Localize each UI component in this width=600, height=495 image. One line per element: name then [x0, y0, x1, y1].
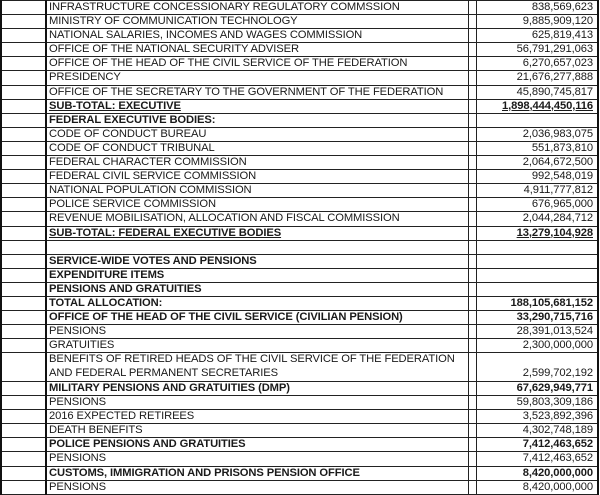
spacer-cell [468, 29, 476, 43]
table-row [1, 113, 598, 127]
spacer-cell [468, 381, 476, 395]
value-cell [476, 240, 598, 254]
index-cell [1, 141, 46, 155]
spacer-cell [468, 184, 476, 198]
label-cell [46, 410, 468, 424]
index-cell [1, 339, 46, 353]
spacer-cell [468, 466, 476, 480]
table-body [1, 1, 598, 495]
index-cell [1, 226, 46, 240]
spacer-cell [468, 99, 476, 113]
table-row [1, 71, 598, 85]
row-value: 2,300,000,000 [522, 339, 593, 352]
value-cell [476, 268, 598, 282]
table-row [1, 381, 598, 395]
label-cell [46, 71, 468, 85]
spacer-cell [468, 43, 476, 57]
row-label: PENSIONS [49, 396, 107, 409]
table-row [1, 311, 598, 325]
table-row [1, 339, 598, 353]
label-cell [46, 15, 468, 29]
row-value: 4,302,748,189 [522, 424, 593, 437]
spacer-cell [468, 113, 476, 127]
label-cell [46, 240, 468, 254]
index-cell [1, 71, 46, 85]
row-label: POLICE PENSIONS AND GRATUITIES [49, 438, 246, 451]
label-cell [46, 311, 468, 325]
value-cell [476, 466, 598, 480]
value-cell [476, 1, 598, 15]
label-cell [46, 57, 468, 71]
table-row [1, 353, 598, 382]
table-row [1, 282, 598, 296]
index-cell [1, 480, 46, 494]
index-cell [1, 99, 46, 113]
index-cell [1, 15, 46, 29]
index-cell [1, 282, 46, 296]
label-cell [46, 85, 468, 99]
value-cell [476, 424, 598, 438]
spacer-cell [468, 1, 476, 15]
label-cell [46, 339, 468, 353]
table-row [1, 254, 598, 268]
value-cell [476, 113, 598, 127]
label-cell [46, 452, 468, 466]
label-cell [46, 296, 468, 310]
spacer-cell [468, 296, 476, 310]
table-row [1, 226, 598, 240]
index-cell [1, 424, 46, 438]
spacer-cell [468, 452, 476, 466]
row-value: 676,965,000 [531, 198, 593, 211]
label-cell [46, 466, 468, 480]
index-cell [1, 113, 46, 127]
table-row [1, 268, 598, 282]
value-cell [476, 353, 598, 382]
label-cell [46, 353, 468, 382]
table-row [1, 127, 598, 141]
label-cell [46, 480, 468, 494]
value-cell [476, 15, 598, 29]
value-cell [476, 381, 598, 395]
value-cell [476, 396, 598, 410]
row-label: TOTAL ALLOCATION: [49, 296, 163, 309]
row-label: FEDERAL EXECUTIVE BODIES: [49, 113, 216, 126]
value-cell [476, 282, 598, 296]
row-label: DEATH BENEFITS [49, 424, 143, 437]
index-cell [1, 438, 46, 452]
row-value: 7,412,463,652 [522, 438, 593, 451]
row-label: CUSTOMS, IMMIGRATION AND PRISONS PENSION OFFICE [49, 466, 360, 479]
value-cell [476, 29, 598, 43]
table-row [1, 141, 598, 155]
spacer-cell [468, 170, 476, 184]
index-cell [1, 85, 46, 99]
spacer-cell [468, 15, 476, 29]
label-cell [46, 282, 468, 296]
label-cell [46, 29, 468, 43]
label-cell [46, 170, 468, 184]
table-row [1, 15, 598, 29]
index-cell [1, 57, 46, 71]
spacer-cell [468, 438, 476, 452]
label-cell [46, 325, 468, 339]
row-value: 28,391,013,524 [516, 325, 593, 338]
value-cell [476, 296, 598, 310]
index-cell [1, 240, 46, 254]
spacer-cell [468, 339, 476, 353]
label-cell [46, 141, 468, 155]
row-value: 625,819,413 [531, 29, 593, 42]
row-value: 992,548,019 [531, 170, 593, 183]
label-cell [46, 1, 468, 15]
row-label: OFFICE OF THE NATIONAL SECURITY ADVISER [49, 43, 299, 56]
row-label: POLICE SERVICE COMMISSION [49, 198, 217, 211]
row-label: CODE OF CONDUCT BUREAU [49, 127, 207, 140]
row-value: 8,420,000,000 [522, 466, 593, 479]
value-cell [476, 480, 598, 494]
table-row [1, 424, 598, 438]
row-value: 56,791,291,063 [516, 43, 593, 56]
spacer-cell [468, 325, 476, 339]
row-label: REVENUE MOBILISATION, ALLOCATION AND FISCAL COMMISSION [49, 212, 400, 225]
index-cell [1, 325, 46, 339]
value-cell [476, 184, 598, 198]
table-row [1, 85, 598, 99]
row-value: 2,036,983,075 [522, 127, 593, 140]
row-value: 838,569,623 [531, 1, 593, 13]
table-row [1, 438, 598, 452]
row-value: 3,523,892,396 [522, 410, 593, 423]
index-cell [1, 1, 46, 15]
row-value: 13,279,104,928 [516, 226, 593, 239]
label-cell [46, 198, 468, 212]
table-row [1, 325, 598, 339]
row-label: INFRASTRUCTURE CONCESSIONARY REGULATORY COMMSSION [49, 1, 400, 13]
row-value: 2,044,284,712 [522, 212, 593, 225]
row-label: OFFICE OF THE HEAD OF THE CIVIL SERVICE OF THE FEDERATION [49, 57, 408, 70]
row-value: 6,270,657,023 [522, 57, 593, 70]
row-value: 1,898,444,450,116 [501, 99, 593, 112]
value-cell [476, 452, 598, 466]
index-cell [1, 43, 46, 57]
label-cell [46, 43, 468, 57]
index-cell [1, 466, 46, 480]
spacer-cell [468, 311, 476, 325]
index-cell [1, 29, 46, 43]
row-label: FEDERAL CHARACTER COMMISSION [49, 156, 247, 169]
index-cell [1, 353, 46, 382]
row-value: 21,676,277,888 [516, 71, 593, 84]
row-value: 2,064,672,500 [522, 156, 593, 169]
label-cell [46, 127, 468, 141]
row-label: PENSIONS [49, 452, 107, 465]
table-row [1, 170, 598, 184]
table-row [1, 99, 598, 113]
spacer-cell [468, 353, 476, 382]
label-cell [46, 226, 468, 240]
row-value: 7,412,463,652 [522, 452, 593, 465]
row-label: SERVICE-WIDE VOTES AND PENSIONS [49, 254, 257, 267]
index-cell [1, 396, 46, 410]
row-label: NATIONAL POPULATION COMMISSION [49, 184, 252, 197]
table-row [1, 198, 598, 212]
spacer-cell [468, 57, 476, 71]
row-value: 9,885,909,120 [522, 15, 593, 28]
row-label: NATIONAL SALARIES, INCOMES AND WAGES COMMISSION [49, 29, 363, 42]
label-cell [46, 99, 468, 113]
row-value: 33,290,715,716 [516, 311, 593, 324]
label-cell [46, 113, 468, 127]
row-value: 4,911,777,812 [523, 184, 593, 197]
spacer-cell [468, 240, 476, 254]
row-label: OFFICE OF THE SECRETARY TO THE GOVERNMENT OF THE FEDERATION [49, 85, 444, 98]
index-cell [1, 198, 46, 212]
spacer-cell [468, 198, 476, 212]
row-label: SUB-TOTAL: EXECUTIVE [49, 99, 181, 112]
index-cell [1, 311, 46, 325]
row-label: PRESIDENCY [49, 71, 121, 84]
table-row [1, 466, 598, 480]
spacer-cell [468, 127, 476, 141]
value-cell [476, 254, 598, 268]
table-row [1, 452, 598, 466]
index-cell [1, 452, 46, 466]
row-label: MINISTRY OF COMMUNICATION TECHNOLOGY [49, 15, 298, 28]
row-value: 67,629,949,771 [516, 381, 593, 394]
table-row [1, 57, 598, 71]
row-label: OFFICE OF THE HEAD OF THE CIVIL SERVICE (CIVILIAN PENSION) [49, 311, 403, 324]
spacer-cell [468, 282, 476, 296]
index-cell [1, 170, 46, 184]
label-cell [46, 381, 468, 395]
table-row [1, 480, 598, 494]
row-value: 45,890,745,817 [516, 85, 593, 98]
label-cell [46, 184, 468, 198]
label-cell [46, 438, 468, 452]
row-value: 551,873,810 [531, 141, 593, 154]
value-cell [476, 43, 598, 57]
value-cell [476, 311, 598, 325]
table-row [1, 1, 598, 15]
spacer-cell [468, 141, 476, 155]
value-cell [476, 141, 598, 155]
value-cell [476, 410, 598, 424]
value-cell [476, 226, 598, 240]
row-label: FEDERAL CIVIL SERVICE COMMISSION [49, 170, 257, 183]
row-label: PENSIONS [49, 325, 107, 338]
value-cell [476, 99, 598, 113]
value-cell [476, 198, 598, 212]
row-label: GRATUITIES [49, 339, 115, 352]
row-label: BENEFITS OF RETIRED HEADS OF THE CIVIL SERVICE OF THE FEDERATION AND FEDERAL PERMANENT SECRETARIES [49, 353, 455, 380]
index-cell [1, 296, 46, 310]
row-value: 59,803,309,186 [516, 396, 593, 409]
index-cell [1, 156, 46, 170]
index-cell [1, 184, 46, 198]
index-cell [1, 268, 46, 282]
value-cell [476, 127, 598, 141]
table-row [1, 240, 598, 254]
row-label: CODE OF CONDUCT TRIBUNAL [49, 141, 215, 154]
row-value: 2,599,702,192 [522, 367, 593, 380]
spacer-cell [468, 254, 476, 268]
spacer-cell [468, 156, 476, 170]
spacer-cell [468, 396, 476, 410]
row-label: PENSIONS [49, 480, 107, 493]
index-cell [1, 212, 46, 226]
row-label: PENSIONS AND GRATUITIES [49, 282, 202, 295]
label-cell [46, 212, 468, 226]
value-cell [476, 339, 598, 353]
value-cell [476, 57, 598, 71]
value-cell [476, 85, 598, 99]
label-cell [46, 268, 468, 282]
value-cell [476, 438, 598, 452]
table-row [1, 410, 598, 424]
label-cell [46, 156, 468, 170]
spacer-cell [468, 85, 476, 99]
row-label: MILITARY PENSIONS AND GRATUITIES (DMP) [49, 381, 290, 394]
table-row [1, 43, 598, 57]
table-row [1, 184, 598, 198]
value-cell [476, 156, 598, 170]
spacer-cell [468, 226, 476, 240]
index-cell [1, 381, 46, 395]
spacer-cell [468, 480, 476, 494]
label-cell [46, 396, 468, 410]
row-label: SUB-TOTAL: FEDERAL EXECUTIVE BODIES [49, 226, 282, 239]
spacer-cell [468, 212, 476, 226]
value-cell [476, 325, 598, 339]
spacer-cell [468, 410, 476, 424]
row-label: EXPENDITURE ITEMS [49, 268, 165, 281]
table-row [1, 296, 598, 310]
table-row [1, 396, 598, 410]
spacer-cell [468, 424, 476, 438]
index-cell [1, 127, 46, 141]
value-cell [476, 71, 598, 85]
spacer-cell [468, 71, 476, 85]
table-row [1, 29, 598, 43]
spacer-cell [468, 268, 476, 282]
index-cell [1, 410, 46, 424]
table-row [1, 156, 598, 170]
row-label: 2016 EXPECTED RETIREES [49, 410, 195, 423]
index-cell [1, 254, 46, 268]
table-row [1, 212, 598, 226]
value-cell [476, 212, 598, 226]
row-value: 188,105,681,152 [510, 296, 593, 309]
label-cell [46, 424, 468, 438]
label-cell [46, 254, 468, 268]
row-value: 8,420,000,000 [522, 480, 593, 493]
value-cell [476, 170, 598, 184]
